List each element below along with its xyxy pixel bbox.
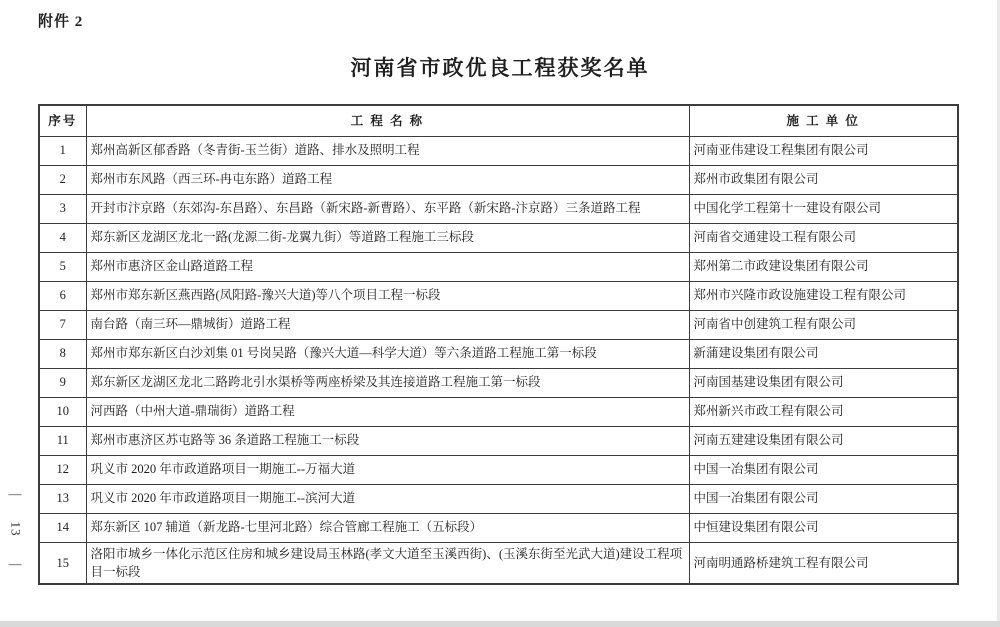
row-number-cell: 9	[39, 368, 86, 397]
company-name-cell: 新蒲建设集团有限公司	[689, 339, 958, 368]
row-number-cell: 15	[39, 542, 86, 584]
company-name-cell: 郑州市政集团有限公司	[689, 165, 958, 194]
project-name-cell: 郑州市东风路（西三环-冉屯东路）道路工程	[86, 165, 689, 194]
page-number-dash-bottom: —	[8, 556, 22, 571]
table-row	[39, 281, 958, 310]
project-name-cell: 郑东新区 107 辅道（新龙路-七里河北路）综合管廊工程施工（五标段）	[86, 513, 689, 542]
table-row	[39, 397, 958, 426]
table-row	[39, 455, 958, 484]
table-row	[39, 484, 958, 513]
project-name-cell: 南台路（南三环—鼎城街）道路工程	[86, 310, 689, 339]
company-name-cell: 河南明通路桥建筑工程有限公司	[689, 542, 958, 584]
header-cell-number: 序号	[39, 105, 86, 136]
page-number-dash-top: —	[8, 486, 22, 501]
project-name-cell: 郑州市郑东新区白沙刘集 01 号岗吴路（豫兴大道—科学大道）等六条道路工程施工第一标段	[86, 339, 689, 368]
page-number-value: 13	[8, 521, 23, 537]
project-name-cell: 郑州市郑东新区燕西路(凤阳路-豫兴大道)等八个项目工程一标段	[86, 281, 689, 310]
company-name-cell: 河南国基建设集团有限公司	[689, 368, 958, 397]
project-name-cell: 郑东新区龙湖区龙北一路(龙源二街-龙翼九街）等道路工程施工三标段	[86, 223, 689, 252]
table-row	[39, 426, 958, 455]
table-row	[39, 310, 958, 339]
project-name-cell: 巩义市 2020 年市政道路项目一期施工--滨河大道	[86, 484, 689, 513]
row-number-cell: 12	[39, 455, 86, 484]
company-name-cell: 中国化学工程第十一建设有限公司	[689, 194, 958, 223]
table-row	[39, 223, 958, 252]
table-row	[39, 252, 958, 281]
row-number-cell: 4	[39, 223, 86, 252]
table-row	[39, 136, 958, 165]
page-title: 河南省市政优良工程获奖名单	[350, 56, 650, 80]
table-row	[39, 339, 958, 368]
project-name-cell: 洛阳市城乡一体化示范区住房和城乡建设局玉林路(孝文大道至玉溪西街)、(玉溪东街至光武大道)建设工程项目一标段	[86, 542, 689, 584]
row-number-cell: 14	[39, 513, 86, 542]
awards-table	[38, 104, 959, 585]
row-number-cell: 6	[39, 281, 86, 310]
company-name-cell: 中国一冶集团有限公司	[689, 455, 958, 484]
company-name-cell: 郑州新兴市政工程有限公司	[689, 397, 958, 426]
awards-table-body	[39, 136, 958, 584]
page-number	[2, 486, 28, 572]
row-number-cell: 11	[39, 426, 86, 455]
row-number-cell: 10	[39, 397, 86, 426]
company-name-cell: 河南省中创建筑工程有限公司	[689, 310, 958, 339]
attachment-label: 附件 2	[38, 14, 84, 30]
company-name-cell: 中国一冶集团有限公司	[689, 484, 958, 513]
company-name-cell: 郑州第二市政建设集团有限公司	[689, 252, 958, 281]
table-row	[39, 368, 958, 397]
header-cell-company: 施 工 单 位	[689, 105, 958, 136]
table-row	[39, 542, 958, 584]
project-name-cell: 郑州高新区郁香路（冬青街-玉兰街）道路、排水及照明工程	[86, 136, 689, 165]
table-row	[39, 165, 958, 194]
scan-edge-bottom	[0, 621, 1000, 627]
company-name-cell: 中恒建设集团有限公司	[689, 513, 958, 542]
company-name-cell: 河南五建建设集团有限公司	[689, 426, 958, 455]
project-name-cell: 河西路（中州大道-鼎瑞街）道路工程	[86, 397, 689, 426]
header-row	[39, 105, 958, 136]
company-name-cell: 河南省交通建设工程有限公司	[689, 223, 958, 252]
table-row	[39, 194, 958, 223]
row-number-cell: 7	[39, 310, 86, 339]
row-number-cell: 8	[39, 339, 86, 368]
project-name-cell: 郑州市惠济区金山路道路工程	[86, 252, 689, 281]
row-number-cell: 2	[39, 165, 86, 194]
company-name-cell: 河南亚伟建设工程集团有限公司	[689, 136, 958, 165]
awards-table-header	[39, 105, 958, 136]
project-name-cell: 郑东新区龙湖区龙北二路跨北引水渠桥等两座桥梁及其连接道路工程施工第一标段	[86, 368, 689, 397]
project-name-cell: 巩义市 2020 年市政道路项目一期施工--万福大道	[86, 455, 689, 484]
header-cell-project: 工 程 名 称	[86, 105, 689, 136]
company-name-cell: 郑州市兴隆市政设施建设工程有限公司	[689, 281, 958, 310]
table-row	[39, 513, 958, 542]
row-number-cell: 1	[39, 136, 86, 165]
project-name-cell: 开封市汴京路（东郊沟-东昌路）、东昌路（新宋路-新曹路）、东平路（新宋路-汴京路）三条道路工程	[86, 194, 689, 223]
row-number-cell: 5	[39, 252, 86, 281]
row-number-cell: 13	[39, 484, 86, 513]
project-name-cell: 郑州市惠济区苏屯路等 36 条道路工程施工一标段	[86, 426, 689, 455]
row-number-cell: 3	[39, 194, 86, 223]
